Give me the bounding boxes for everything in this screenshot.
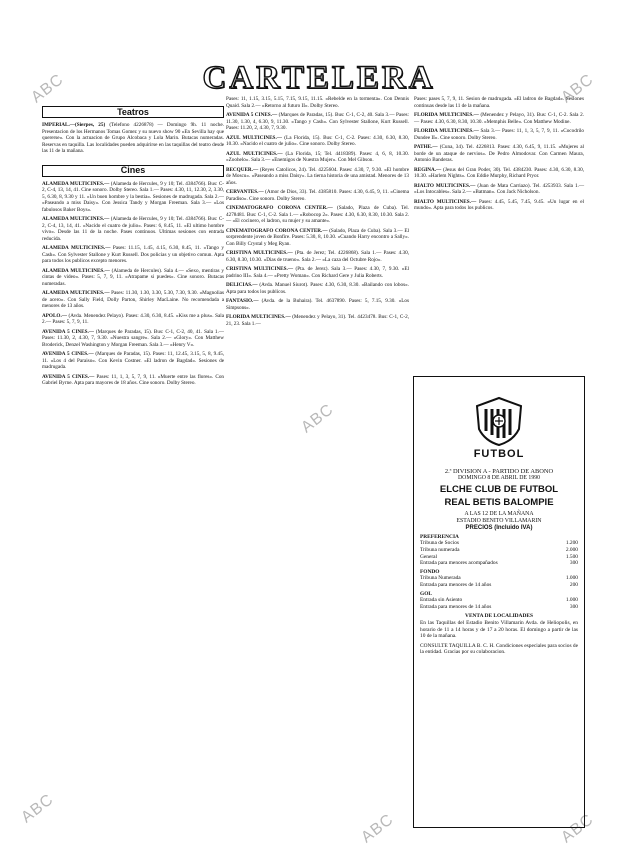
listing-venue: ALAMEDA MULTICINES.— [42,245,111,251]
section-header-teatros: Teatros [42,106,224,118]
price-value: 200 [569,581,578,588]
price-value: 1.000 [565,575,578,582]
listing-venue: AZUL MULTICINES.— [226,134,282,141]
listing-text: (Alameda de Hercules). Sala 4.— «Sexo, mentiras y cintas de video». Pases: 5, 7, 9, 11. «Atrapame si puedes». Cine sonoro. Butacas numeradas. [42,267,224,287]
listing-text: (Alameda de Hercules, 9 y 10; Tel. 4384766). Bus: C-2, C-4, 13, 14, 41. Cine sonoro. Dolby Stereo. Sala 1.— Pases: 4.30, 11, 12.30, 2, 3.30, 5, 6.30, 8, 9.30 y 11. «Un buen hombre y la bestia». Sesiones de madrugada. Sala 2.— «Paseando a miss Daisy». Con Jessica Tandy y Morgan Freeman. Sala 3.— «Los fabulosos Baker Boys». [42,180,225,213]
listing-venue: REGINA.— [414,166,442,173]
price-row [420,540,578,547]
price-row [420,604,578,611]
watermark: ABC [558,810,598,847]
price-label: Tribuna Numerada [420,575,461,582]
cinema-listings [414,96,584,212]
listing-venue: ALAMEDA MULTICINES.— [42,180,110,187]
price-value: 2.000 [565,546,578,553]
listing-text: Sala 3.— Pases: 11, 1, 3, 5, 7, 9, 11. «Cocodrilo Dundee II». Cine sonoro. Dolby Stereo. [414,128,584,141]
listing-paragraph [226,228,409,248]
listing-text: (Reyes Catolicos, 24). Tel. 4225604. Pases: 4.30, 7, 9.30. «El hombre de Moscu». «Paseando a miss Daisy». La tierna historia de una amistad. Menores de 13 años. [226,166,410,186]
price-value: 1.200 [565,540,578,547]
watermark: ABC [558,70,598,107]
listing-paragraph [414,96,584,109]
listing-text: (Amor de Dios, 33). Tel. 4385810. Pases: 4.30, 6.45, 9, 11. «Cinema Paradiso». Cine sonoro. Dolby Stereo. [226,189,410,202]
listing-text: (Cuna, 34). Tel. 4226813. Pases: 4.30, 6.45, 9, 11.15. «Mujeres al borde de un ataque de nervios». De Pedro Almodovar. Con Carmen Maura, Antonio Banderas. [414,144,584,163]
listing-paragraph [414,128,584,141]
listing-venue: BECQUER.— [226,166,259,173]
listing-paragraph [42,290,224,310]
listing-venue: PATHE.— [414,144,438,150]
listing-venue: AZUL MULTICINES.— [226,150,283,157]
column-right [414,96,584,215]
listing-paragraph [414,199,584,212]
prices-heading: PRECIOS (Incluido IVA) [465,525,533,532]
listing-text: (Avda. Menendez Pelayo). Pases: 4.30, 6.30, 8.45. «Kiss me a plus». Sala 2.— Pases: 5, 7, 9, 11. [42,312,224,325]
listing-text: (Marques de Paradas, 15). Bus: C-1, C-2, 40. Sala 3.— Pases: 11.30, 1.30, 4, 6.30, 9, 11.30. «Tango y Cash». Con Sylvester Stallone, Kurt Russell. Pases: 11.20, 2, 4.30, 7, 9.30. [226,112,409,131]
section-masthead: CARTELERA [202,59,436,96]
listing-paragraph [226,298,409,311]
listing-venue: CINEMATOGRAFO CORONA CENTER.— [226,227,328,234]
listing-text: Pases: pases 5, 7, 9, 11. Sesion de madrugada. «El ladron de Bagdad». Sesiones continuas desde las 11 de la mañana. [414,96,584,109]
listing-paragraph [42,329,224,349]
listing-text: (Salado, Plaza de Cuba). Sala 3.— El sorprendente joven de Bonfire. Pases: 5.30, 8, 10.30. «Cuando Harry encontro a Sally». Con Billy Crystal y Meg Ryan. [226,227,409,247]
listing-paragraph [42,181,224,214]
advert-sport-label: FUTBOL [473,448,525,460]
listing-venue: RIALTO MULTICINES.— [414,198,477,205]
cinema-listings [42,181,224,387]
listing-paragraph [226,282,409,295]
away-team: REAL BETIS BALOMPIE [444,497,554,509]
listing-paragraph [226,112,409,132]
listing-paragraph [226,266,409,279]
listing-text: (La Florida, 15). Bus: C-1, C-2. Pases: 4.30, 6.30, 8.30, 10.30. «Nacido el cuatro de julio». Cine sonoro. Dolby Stereo. [226,134,409,147]
listing-venue: AVENIDA 5 CINES.— [42,373,95,380]
listing-text: (Marques de Paradas, 15). Bus: C-1, C-2, 40, 41. Sala 1.— Pases: 11.30, 2, 4.30, 7, 9.30. «Nuestra sangre». Sala 2.— «Glory». Con Matthew Broderick, Denzel Washington y Morgan Freeman. Sala 3.— «Henry V». [42,328,224,348]
column-middle [226,96,409,330]
listing-paragraph [42,313,224,326]
price-row [420,560,578,567]
stadium-name: ESTADIO BENITO VILLAMARIN [456,518,542,525]
listing-venue: CRISTINA MULTICINES.— [226,250,293,256]
price-row [420,575,578,582]
listing-venue: IMPERIAL.—(Sierpes, 25) [42,122,106,128]
listing-text: Pases: 11, 1, 3, 5, 7, 9, 11. «Muerte entre las flores». Con Gabriel Byrne. Apta para mayores de 18 años. Cine sonoro. Dolby Stereo. [42,373,225,386]
footer-text: CONSULTE TAQUILLA B. C. H. Condiciones especiales para socios de la entidad. Gracias por su colaboracion. [420,642,578,656]
listing-text: (Salado, Plaza de Cuba). Tel. 4278481. Bus: C-1, C-2. Sala 1.— «Robocop 2». Pases: 4.30, 6.30, 8.30, 10.30. Sala 2.— «El cocinero, el ladron, su mujer y su amante». [226,205,410,224]
listing-text: (La Florida, 15; Tel. 4418389). Pases: 4, 6, 8, 10.30. «Zoohelo». Sala 3.— «Enemigos de Nuestra Mujer». Con Mel Gibson. [226,150,410,163]
listing-text: (Avda. de la Buhaira). Tel. 4637890. Pases: 5, 7.15, 9.30. «Los Simpsons». [226,298,409,311]
listing-text: (Menendez y Pelayo, 31). Tel. 4423478. Bus: C-1, C-2, 21, 23. Sala 1.— [226,314,409,327]
listing-paragraph [226,96,409,109]
betis-crest-icon [473,395,525,447]
listing-paragraph [226,250,409,263]
price-label: Entrada para menores de 14 años [420,603,492,610]
listing-venue: FANTASIO.— [226,298,259,304]
listing-text: (Marques de Paradas, 15). Pases: 11, 12.45, 3.15, 5, 8, 9.45, 11. «Los 4 del Paraiso». Con Kevin Costner. «El ladron de Bagdad». Sesiones de madrugada. [42,351,225,370]
listing-venue: CINEMATOGRAFO CORONA CENTER.— [226,205,333,211]
listing-paragraph [226,151,409,164]
listing-paragraph [414,183,584,196]
listing-paragraph [414,144,584,164]
price-list [420,534,578,611]
price-row [420,582,578,589]
home-team: ELCHE CLUB DE FUTBOL [439,484,559,496]
listing-text: (Telefono 4226878) — Domingo 9h. 11 noche. Presentacion de los Hermanos Tomas Gomez y su nuevo show 90 «En Sevilla hay que quererse». Con la actuacion de Grupo Alcobaca y Lola Marin. Butacas numeradas. Reservas en taquilla. Las localidades pueden adquirirse en las taquillas del teatro desde las 11 de la mañana. [42,122,224,154]
listing-paragraph [226,205,409,225]
listing-venue: RIALTO MULTICINES.— [414,182,476,189]
price-label: Tribuna numerada [420,546,460,553]
listing-text: Pases: 4.45, 5.45, 7.45, 9.45. «Un lugar en el mundo». Apta para todos los publicos. [414,198,585,211]
listing-venue: ALAMEDA MULTICINES.— [42,216,110,222]
price-value: 300 [569,603,578,610]
listing-text: Pases: 11, 1.15, 3.15, 5.15, 7.15, 9.15, 11.15. «Rebelde en la tormenta». Con Dennis Quaid. Sala 2.— «Retorno al futuro II». Dolby Stereo. [226,96,409,109]
listing-venue: AVENIDA 5 CINES.— [42,351,94,357]
listing-text: Pases: 11.30, 1.30, 3.30, 5.30, 7.30, 9.30. «Magnolias de acero». Con Sally Field, Dolly Parton, Shirley MacLaine. No recomendada a menores de 13 años. [42,290,224,309]
listing-text: (Alameda de Hercules, 9 y 10; Tel. 4384766). Bus: C-2, C-4, 13, 14, 41. «Nacido el cuatro de julio». Pases: 6, 8.45, 11. «El ultimo hombre vivo». Desde las 11 de la noche. Pases continuos. Ultimas sesiones con entrada reducida. [42,216,225,242]
listing-venue: AVENIDA 5 CINES.— [226,112,278,118]
listing-paragraph [42,351,224,371]
listing-venue: DELICIAS.— [226,282,258,288]
price-label: Entrada para menores de 14 años [420,581,492,588]
listing-paragraph [226,167,409,187]
price-label: Entrada para menores acompañados [420,560,498,567]
column-left [42,96,224,390]
cinema-listings [226,96,409,327]
listing-paragraph [226,189,409,202]
price-value: 300 [569,560,578,567]
match-date: DOMINGO 8 DE ABRIL DE 1990 [457,475,541,482]
listing-text: (Jesus del Gran Poder, 30). Tel. 4384230. Pases: 4.30, 6.30, 8.30, 10.30. «Harlem Nights». Con Eddie Murphy, Richard Pryor. [414,166,585,179]
listing-paragraph [42,268,224,288]
watermark: ABC [18,790,58,827]
listing-paragraph [42,122,224,155]
listing-venue: FLORIDA MULTICINES.— [414,128,479,134]
price-value: 1.500 [565,553,578,560]
listing-paragraph [42,245,224,265]
price-row [420,554,578,561]
sales-heading: VENTA DE LOCALIDADES [465,613,533,620]
listing-paragraph [414,112,584,125]
watermark: ABC [298,400,338,437]
price-label: General [420,553,438,560]
watermark: ABC [28,70,68,107]
listing-text: Pases: 11.15, 1.45, 4.15, 6.30, 8.45, 11. «Tango y Cash». Con Sylvester Stallone y Kurt Russell. Dos policias y un objetivo comun. Apta para todos los publicos excepto menores. [42,245,224,264]
listing-text: (Pta. de Jerez; Tel. 4226868). Sala 1.— Pases: 4.30, 6.30, 8.30, 10.30. «Dias de trueno». Sala 2.— «La caza del Octubre Rojo». [226,250,409,263]
price-category: FONDO [420,568,440,575]
listing-paragraph [42,374,224,387]
price-category: PREFERENCIA [420,533,459,540]
listing-text: (Avda. Manuel Siurot). Pases: 4.30, 6.30, 8.30. «Bailando con lobos». Apta para todos los publicos. [226,282,409,295]
listing-paragraph [414,167,584,180]
price-label: Tribuna de Socios [420,540,460,547]
listing-venue: AVENIDA 5 CINES.— [42,328,94,335]
listing-paragraph [226,314,409,327]
listing-venue: CERVANTES.— [226,189,264,195]
listing-text: (Juan de Mata Carriazo). Tel. 4253933. Sala 1.— «Los Intocables». Sala 2.— «Batman». Con Jack Nicholson. [414,182,585,195]
football-advert [413,376,585,828]
watermark: ABC [358,810,398,847]
listing-paragraph [42,216,224,242]
price-row [420,597,578,604]
match-division: 2.ª DIVISION A - PARTIDO DE ABONO [444,467,554,475]
listing-venue: ALAMEDA MULTICINES.— [42,290,110,296]
listing-paragraph [226,135,409,148]
price-category: GOL [420,590,432,597]
listing-venue: FLORIDA MULTICINES.— [414,112,479,118]
listing-venue: APOLO.— [42,312,67,319]
listing-venue: CRISTINA MULTICINES.— [226,266,294,272]
listing-text: (Pta. de Jerez). Sala 3.— Pases: 4.30, 7, 9.30. «El padrino III». Sala 4.— «Pretty Woman». Con Richard Gere y Julia Roberts. [226,266,410,279]
listing-venue: ALAMEDA MULTICINES.— [42,267,110,274]
sales-text: En las Taquillas del Estadio Benito Villamarin Avda. de Heliopolis, en horario de 11 a 14 horas y de 17 a 20 horas. El domingo a partir de las 10 de la mañana. [420,619,578,640]
listing-text: (Menendez y Pelayo, 31). Bus: C-1, C-2. Sala 2.— Pases: 4.30, 6.30, 8.30, 10.30. «Memphis Belle». Con Matthew Modine. [414,112,584,125]
price-value: 1.000 [565,597,578,604]
section-header-cines: Cines [42,165,224,177]
price-row [420,547,578,554]
match-time: A LAS 12 DE LA MAÑANA [464,511,534,518]
listing-venue: FLORIDA MULTICINES.— [226,314,291,320]
price-label: Entrada sin Asiento [420,597,463,604]
